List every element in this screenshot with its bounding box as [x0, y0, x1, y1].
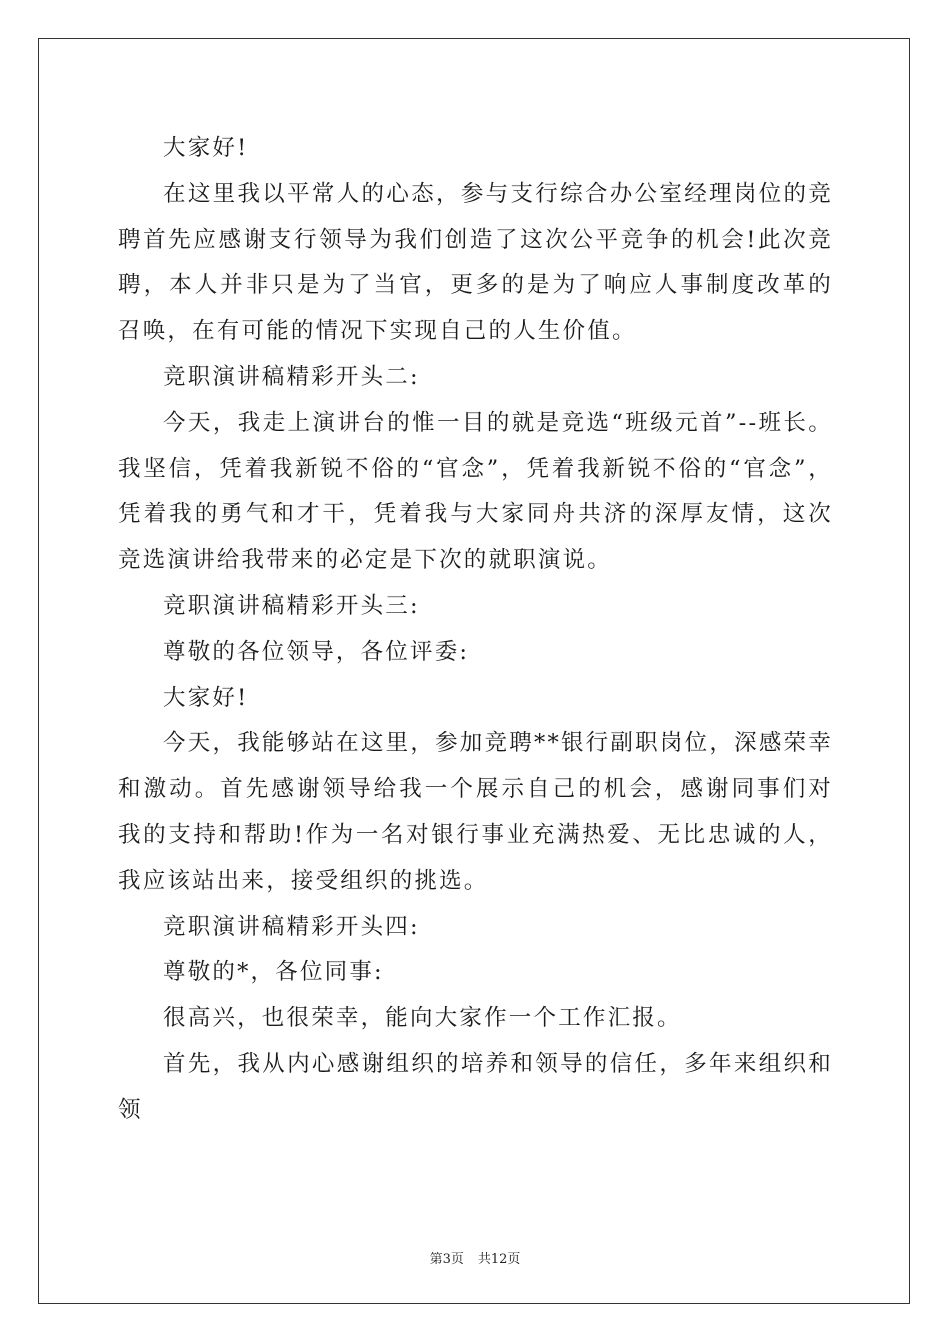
document-body	[118, 126, 833, 1134]
heading-opening-3: 竞职演讲稿精彩开头三:	[163, 592, 420, 619]
paragraph-greeting-4: 很高兴，也很荣幸，能向大家作一个工作汇报。	[163, 1005, 682, 1032]
heading-opening-4: 竞职演讲稿精彩开头四:	[163, 913, 420, 940]
paragraph-opening-2: 今天，我走上演讲台的惟一目的就是竞选“班级元首”--班长。我坚信，凭着我新锐不俗的“官念”，凭着我新锐不俗的“官念”，凭着我的勇气和才干，凭着我与大家同舟共济的深厚友情，这次竞选演讲给我带来的必定是下次的就职演说。	[118, 409, 833, 574]
heading-opening-2: 竞职演讲稿精彩开头二:	[163, 363, 420, 390]
paragraph-greeting-1: 大家好!	[163, 135, 249, 161]
page-number: 第3页	[429, 1252, 464, 1267]
paragraph-opening-4-body: 首先，我从内心感谢组织的培养和领导的信任，多年来组织和领	[118, 1050, 833, 1123]
page-footer	[0, 1248, 950, 1267]
paragraph-opening-3-body: 今天，我能够站在这里，参加竞聘**银行副职岗位，深感荣幸和激动。首先感谢领导给我一个展示自己的机会，感谢同事们对我的支持和帮助!作为一名对银行事业充满热爱、无比忠诚的人，我应该站出来，接受组织的挑选。	[118, 730, 833, 894]
page-total: 共12页	[477, 1252, 521, 1267]
paragraph-intro-1: 在这里我以平常人的心态，参与支行综合办公室经理岗位的竞聘首先应感谢支行领导为我们创造了这次公平竞争的机会!此次竞聘，本人并非只是为了当官，更多的是为了响应人事制度改革的召唤，在有可能的情况下实现自己的人生价值。	[118, 180, 833, 345]
paragraph-salutation-4: 尊敬的*，各位同事:	[163, 959, 384, 986]
paragraph-greeting-3: 大家好!	[163, 684, 249, 711]
paragraph-salutation-3: 尊敬的各位领导，各位评委:	[163, 638, 470, 665]
